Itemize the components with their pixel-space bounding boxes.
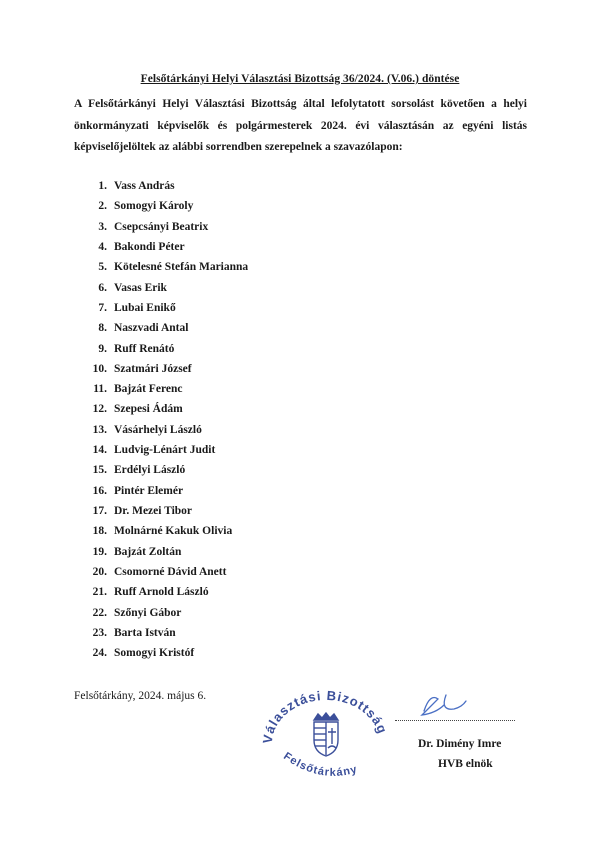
candidate-item <box>87 460 248 480</box>
candidate-number: 13. <box>92 423 107 436</box>
intro-paragraph: A Felsőtárkányi Helyi Választási Bizottság által lefolytatott sorsolást követően a helyi önkormányzati képviselők és polgármesterek 2024. évi választásán az egyéni listás képviselőjelöltek az alábbi sorrendben szerepelnek a szavazólapon: <box>74 98 527 153</box>
candidate-item <box>87 318 248 338</box>
candidate-item <box>87 257 248 277</box>
candidate-name: Csomorné Dávid Anett <box>114 565 227 578</box>
candidate-number: 14. <box>92 444 107 457</box>
place-date: Felsőtárkány, 2024. május 6. <box>74 690 207 702</box>
candidate-name: Somogyi Károly <box>114 200 194 213</box>
candidate-name: Ruff Renátó <box>114 342 175 355</box>
candidate-number: 7. <box>98 301 107 314</box>
candidate-name: Bakondi Péter <box>114 240 185 253</box>
stamp-text-bottom: Felsőtárkány <box>281 750 360 779</box>
candidate-item <box>87 562 248 582</box>
candidate-number: 6. <box>98 281 107 294</box>
candidate-item <box>87 217 248 237</box>
candidate-item <box>87 481 248 501</box>
candidate-item <box>87 623 248 643</box>
candidate-number: 10. <box>92 362 107 375</box>
candidate-item <box>87 420 248 440</box>
candidate-name: Barta István <box>114 626 176 639</box>
candidate-number: 15. <box>92 464 107 477</box>
candidate-item <box>87 379 248 399</box>
candidate-name: Vásárhelyi László <box>114 423 202 436</box>
candidate-name: Szőnyi Gábor <box>114 606 182 619</box>
candidate-name: Pintér Elemér <box>114 484 184 497</box>
candidate-item <box>87 582 248 602</box>
handwritten-signature <box>410 685 490 725</box>
candidate-name: Vasas Erik <box>114 281 167 294</box>
candidate-item <box>87 521 248 541</box>
candidate-name: Naszvadi Antal <box>114 322 189 335</box>
candidate-number: 19. <box>92 545 107 558</box>
candidate-name: Szepesi Ádám <box>114 403 183 416</box>
candidate-item <box>87 339 248 359</box>
candidate-name: Molnárné Kakuk Olivia <box>114 525 233 538</box>
candidate-number: 5. <box>98 261 107 274</box>
candidate-item <box>87 399 248 419</box>
candidate-number: 23. <box>92 626 107 639</box>
candidate-name: Ruff Arnold László <box>114 586 209 599</box>
signer-name: Dr. Dimény Imre <box>418 738 502 750</box>
candidate-number: 3. <box>98 220 107 233</box>
official-stamp <box>258 680 392 780</box>
stamp-text-top: Választási Bizottság <box>259 687 391 745</box>
candidate-number: 1. <box>98 180 107 192</box>
candidate-name: Csepcsányi Beatrix <box>114 220 209 233</box>
candidate-item <box>87 359 248 379</box>
candidate-item <box>87 542 248 562</box>
candidate-item <box>87 176 248 196</box>
candidate-name: Vass András <box>114 180 175 192</box>
candidate-name: Szatmári József <box>114 362 192 375</box>
candidate-name: Kötelesné Stefán Marianna <box>114 261 249 274</box>
coat-of-arms-icon <box>314 713 338 756</box>
candidate-item <box>87 278 248 298</box>
candidate-item <box>87 603 248 623</box>
candidate-name: Lubai Enikő <box>114 301 176 314</box>
candidate-item <box>87 501 248 521</box>
candidate-list <box>87 176 248 664</box>
candidate-number: 24. <box>92 647 107 660</box>
candidate-number: 12. <box>92 403 107 416</box>
candidate-number: 8. <box>98 322 107 335</box>
candidate-name: Erdélyi László <box>114 464 186 477</box>
candidate-number: 22. <box>92 606 107 619</box>
candidate-name: Bajzát Ferenc <box>114 383 183 396</box>
candidate-item <box>87 196 248 216</box>
document-title: Felsőtárkányi Helyi Választási Bizottság 36/2024. (V.06.) döntése <box>140 73 460 85</box>
candidate-item <box>87 643 248 663</box>
signature-line <box>395 720 515 721</box>
candidate-number: 9. <box>98 342 107 355</box>
candidate-item <box>87 237 248 257</box>
candidate-name: Bajzát Zoltán <box>114 545 182 558</box>
candidate-number: 20. <box>92 565 107 578</box>
candidate-item <box>87 298 248 318</box>
candidate-name: Dr. Mezei Tibor <box>114 505 193 517</box>
candidate-number: 21. <box>92 586 107 599</box>
candidate-name: Ludvig-Lénárt Judit <box>114 444 216 457</box>
candidate-name: Somogyi Kristóf <box>114 647 195 660</box>
candidate-item <box>87 440 248 460</box>
candidate-number: 17. <box>92 505 107 517</box>
candidate-number: 18. <box>92 525 107 538</box>
candidate-number: 16. <box>92 484 107 497</box>
candidate-number: 2. <box>98 200 107 213</box>
candidate-number: 4. <box>98 240 107 253</box>
signer-title: HVB elnök <box>438 758 493 770</box>
candidate-number: 11. <box>93 383 107 396</box>
